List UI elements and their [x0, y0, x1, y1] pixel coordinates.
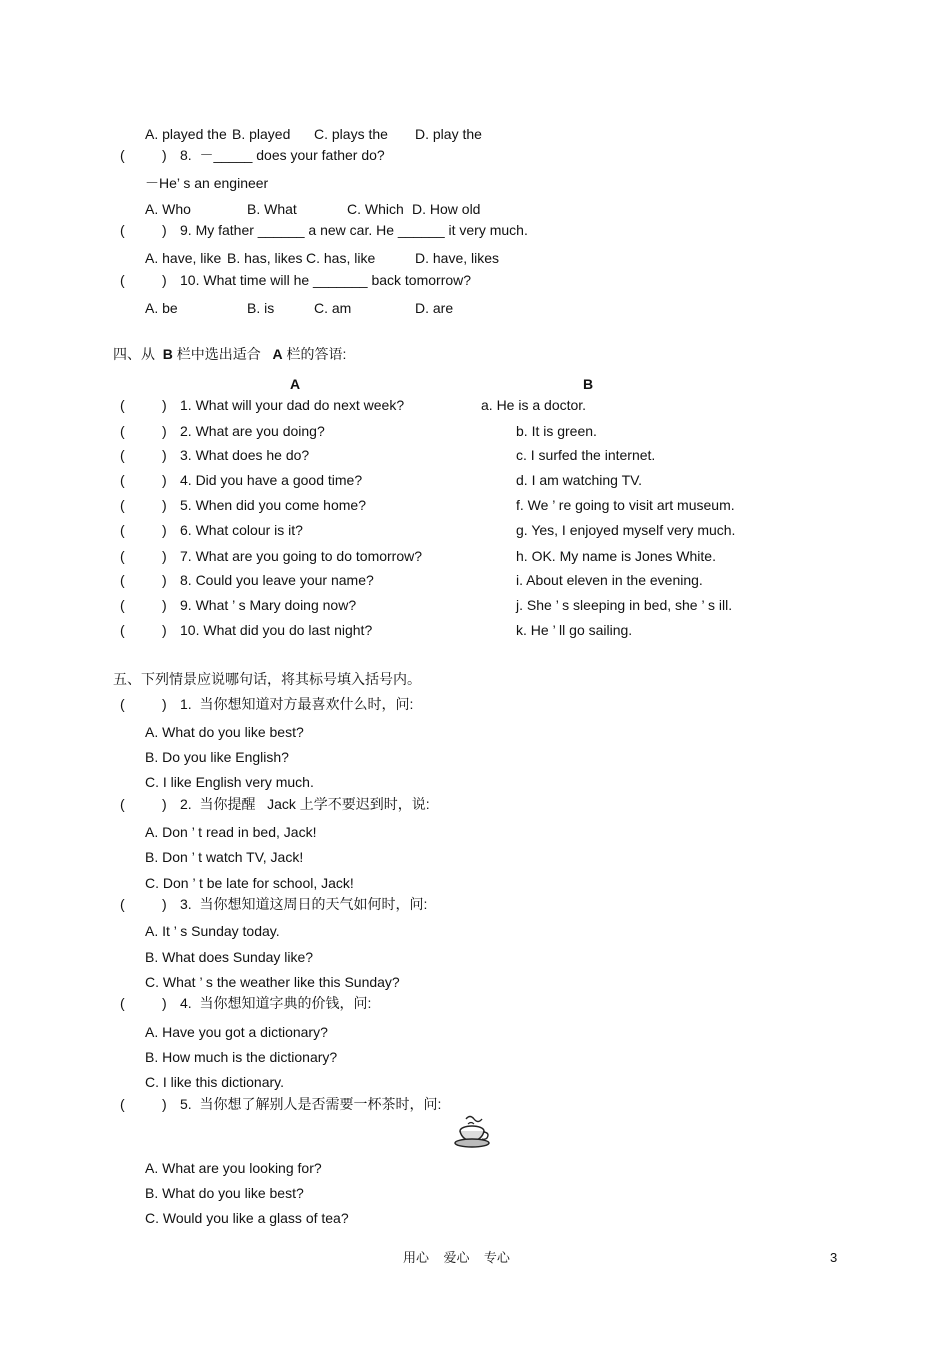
option-c: C. I like this dictionary. — [145, 1074, 285, 1090]
match-question: 7. What are you going to do tomorrow? — [180, 548, 423, 564]
answer-paren-open: ( — [120, 472, 125, 488]
answer-paren-close: ) — [162, 423, 167, 439]
question-text: 8. －_____ does your father do? — [180, 147, 385, 163]
answer-paren-open: ( — [120, 147, 125, 163]
option-d: D. have, likes — [415, 250, 500, 266]
option-c: C. I like English very much. — [145, 774, 314, 790]
option-c: C. am — [314, 300, 352, 316]
answer-paren-open: ( — [120, 397, 125, 413]
match-question: 9. What ’ s Mary doing now? — [180, 597, 357, 613]
match-question: 8. Could you leave your name? — [180, 572, 374, 588]
scenario-question: 2. 当你提醒 Jack 上学不要迟到时，说: — [180, 796, 430, 812]
option-a: A. It ’ s Sunday today. — [145, 923, 280, 939]
column-a-header: A — [290, 376, 301, 392]
answer-paren-close: ) — [162, 397, 167, 413]
answer-paren-close: ) — [162, 522, 167, 538]
column-b-header: B — [583, 376, 594, 392]
answer-paren-open: ( — [120, 423, 125, 439]
option-b: B. is — [247, 300, 275, 316]
option-c: C. Which — [347, 201, 404, 217]
heading-part: 四、从 — [113, 346, 155, 362]
option-c: C. Don ’ t be late for school, Jack! — [145, 875, 354, 891]
match-question: 2. What are you doing? — [180, 423, 325, 439]
answer-paren-open: ( — [120, 222, 125, 238]
question-text: 9. My father ______ a new car. He ______ it very much. — [180, 222, 528, 238]
answer-paren-close: ) — [162, 796, 167, 812]
option-b: B. What do you like best? — [145, 1185, 304, 1201]
answer-paren-close: ) — [162, 896, 167, 912]
option-d: D. are — [415, 300, 454, 316]
option-a: A. What do you like best? — [145, 724, 304, 740]
answer-paren-close: ) — [162, 222, 167, 238]
answer-paren-close: ) — [162, 497, 167, 513]
option-b: B. played — [232, 126, 291, 142]
option-c: C. plays the — [314, 126, 388, 142]
match-answer: k. He ’ ll go sailing. — [516, 622, 633, 638]
option-d: D. How old — [412, 201, 481, 217]
answer-paren-close: ) — [162, 696, 167, 712]
heading-part: 栏中选出适合 — [176, 346, 261, 362]
answer-paren-close: ) — [162, 597, 167, 613]
answer-paren-close: ) — [162, 995, 167, 1011]
answer-paren-open: ( — [120, 622, 125, 638]
match-question: 3. What does he do? — [180, 447, 310, 463]
answer-paren-close: ) — [162, 472, 167, 488]
option-d: D. play the — [415, 126, 482, 142]
match-question: 6. What colour is it? — [180, 522, 303, 538]
option-a: A. have, like — [145, 250, 222, 266]
answer-paren-close: ) — [162, 1096, 167, 1112]
scenario-question: 3. 当你想知道这周日的天气如何时，问: — [180, 896, 428, 912]
heading-letter: A — [272, 346, 283, 362]
answer-paren-open: ( — [120, 548, 125, 564]
answer-paren-open: ( — [120, 272, 125, 288]
answer-paren-open: ( — [120, 896, 125, 912]
option-c: C. Would you like a glass of tea? — [145, 1210, 349, 1226]
option-b: B. What does Sunday like? — [145, 949, 314, 965]
answer-paren-open: ( — [120, 1096, 125, 1112]
option-b: B. How much is the dictionary? — [145, 1049, 338, 1065]
page-number: 3 — [830, 1250, 838, 1265]
option-c: C. has, like — [306, 250, 376, 266]
match-question: 10. What did you do last night? — [180, 622, 373, 638]
answer-paren-close: ) — [162, 272, 167, 288]
option-b: B. has, likes — [227, 250, 303, 266]
answer-paren-close: ) — [162, 447, 167, 463]
answer-paren-close: ) — [162, 147, 167, 163]
option-c: C. What ’ s the weather like this Sunday? — [145, 974, 400, 990]
footer-motto: 用心 爱心 专心 — [403, 1250, 510, 1265]
match-answer: h. OK. My name is Jones White. — [516, 548, 716, 564]
option-a: A. What are you looking for? — [145, 1160, 322, 1176]
match-answer: b. It is green. — [516, 423, 597, 439]
match-answer: f. We ’ re going to visit art museum. — [516, 497, 735, 513]
section-heading — [113, 346, 346, 362]
scenario-question: 5. 当你想了解别人是否需要一杯茶时，问: — [180, 1096, 442, 1112]
answer-paren-close: ) — [162, 548, 167, 564]
match-question: 5. When did you come home? — [180, 497, 366, 513]
match-answer: d. I am watching TV. — [516, 472, 643, 488]
match-answer: i. About eleven in the evening. — [516, 572, 703, 588]
scenario-question: 1. 当你想知道对方最喜欢什么时，问: — [180, 696, 414, 712]
heading-letter: B — [162, 346, 173, 362]
option-b: B. Don ’ t watch TV, Jack! — [145, 849, 304, 865]
scenario-question: 4. 当你想知道字典的价钱，问: — [180, 995, 372, 1011]
answer-paren-open: ( — [120, 447, 125, 463]
answer-paren-open: ( — [120, 497, 125, 513]
match-answer: a. He is a doctor. — [481, 397, 587, 413]
match-answer: c. I surfed the internet. — [516, 447, 656, 463]
option-a: A. Have you got a dictionary? — [145, 1024, 328, 1040]
option-b: B. What — [247, 201, 297, 217]
option-a: A. played the — [145, 126, 227, 142]
section-heading: 五、下列情景应说哪句话，将其标号填入括号内。 — [113, 671, 421, 687]
answer-paren-open: ( — [120, 597, 125, 613]
answer-paren-open: ( — [120, 796, 125, 812]
option-a: A. be — [145, 300, 178, 316]
option-a: A. Who — [145, 201, 191, 217]
match-answer: j. She ’ s sleeping in bed, she ’ s ill. — [516, 597, 733, 613]
heading-part: 栏的答语: — [286, 346, 347, 362]
answer-paren-open: ( — [120, 522, 125, 538]
answer-line: －He’ s an engineer — [145, 175, 269, 191]
match-answer: g. Yes, I enjoyed myself very much. — [516, 522, 736, 538]
question-text: 10. What time will he _______ back tomorrow? — [180, 272, 472, 288]
answer-paren-close: ) — [162, 572, 167, 588]
option-a: A. Don ’ t read in bed, Jack! — [145, 824, 317, 840]
answer-paren-close: ) — [162, 622, 167, 638]
option-b: B. Do you like English? — [145, 749, 289, 765]
answer-paren-open: ( — [120, 572, 125, 588]
teacup-icon — [452, 1113, 492, 1149]
match-question: 1. What will your dad do next week? — [180, 397, 405, 413]
answer-paren-open: ( — [120, 696, 125, 712]
answer-paren-open: ( — [120, 995, 125, 1011]
match-question: 4. Did you have a good time? — [180, 472, 363, 488]
